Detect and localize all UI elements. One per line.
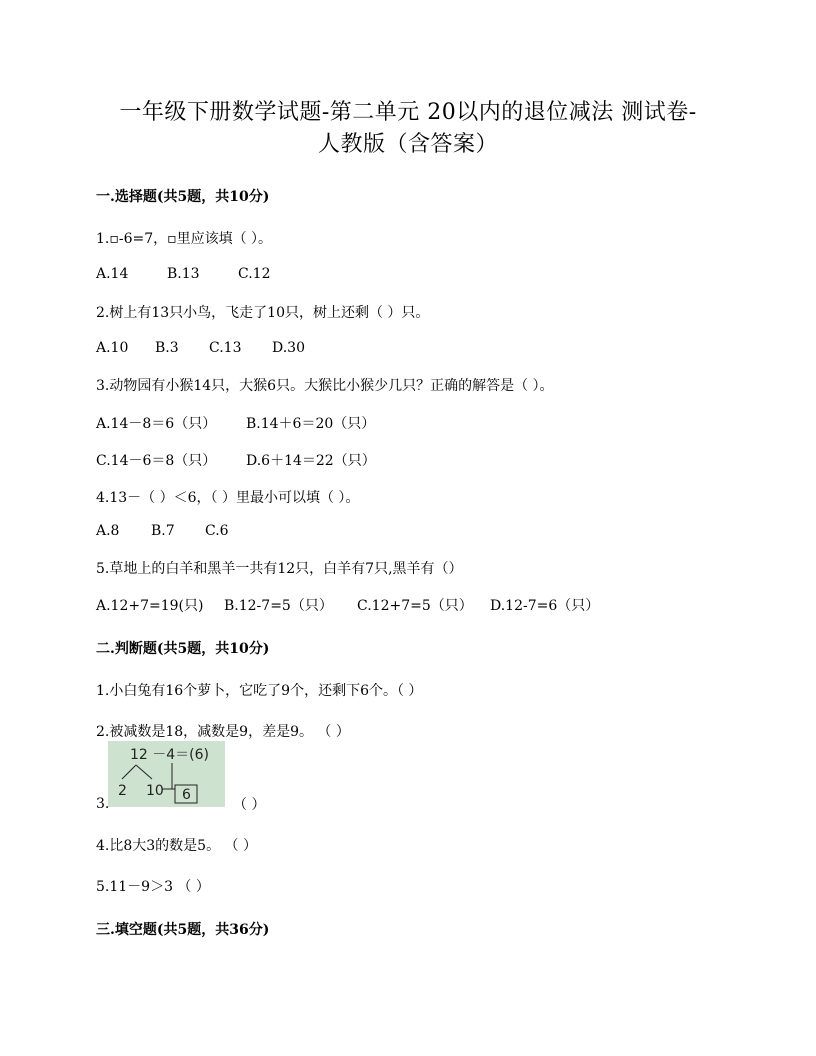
option-d: D.30 [272,340,305,356]
option-c: C.12+7=5（只） [357,598,473,614]
option-c: C.6 [205,523,229,539]
section-heading-judgement: 二.判断题(共5题，共10分) [96,641,270,657]
option-b: B.14＋6＝20（只） [246,416,376,432]
option-a: A.14 [96,266,129,282]
question-1-2: 2.树上有13只小鸟，飞走了10只，树上还剩（ ）只。 [96,305,430,321]
option-b: B.12-7=5（只） [224,598,333,614]
question-2-5: 5.11－9＞3 （ ） [96,879,210,895]
document-title-line-1: 一年级下册数学试题-第二单元 20以内的退位减法 测试卷- [119,100,697,125]
option-a: A.8 [96,523,120,539]
question-1-1-options [96,266,270,282]
figure-split-right: 10 [146,783,164,799]
question-1-1: 1.▫-6=7，▫里应该填（ ）。 [96,231,273,247]
question-1-4-options [96,523,229,539]
question-2-3-paren: （ ） [233,797,266,813]
figure-split-left: 2 [118,783,127,799]
question-2-3-label: 3. [96,796,110,812]
question-2-1: 1.小白兔有16个萝卜，它吃了9个，还剩下6个。（ ） [96,683,423,699]
option-c: C.12 [238,266,271,282]
question-1-3-options-row-1 [96,413,375,433]
option-a: A.14－8＝6（只） [96,416,217,432]
question-1-4: 4.13－（ ）＜6，（ ）里最小可以填（ ）。 [96,490,360,506]
question-1-3: 3.动物园有小猴14只，大猴6只。大猴比小猴少几只？正确的解答是（ ）。 [96,378,554,394]
question-2-4: 4.比8大3的数是5。 （ ） [96,838,257,854]
option-d: D.6＋14＝22（只） [246,453,376,469]
option-b: B.13 [167,266,200,282]
figure-equation: 12 －4＝(6) [130,747,210,763]
option-a: A.12+7=19(只) [96,598,204,614]
question-1-2-options [96,340,305,356]
figure-box-value: 6 [182,787,191,803]
option-c: C.13 [209,340,242,356]
option-c: C.14－6＝8（只） [96,453,217,469]
question-2-2: 2.被减数是18，减数是9，差是9。 （ ） [96,724,350,740]
question-1-5-options [96,595,599,615]
option-d: D.12-7=6（只） [490,598,600,614]
document-title-line-2: 人教版（含答案） [317,132,498,157]
section-heading-choice: 一.选择题(共5题，共10分) [96,189,270,205]
option-a: A.10 [96,340,129,356]
option-b: B.3 [155,340,179,356]
section-heading-fill-blank: 三.填空题(共5题，共36分) [96,922,270,938]
question-1-3-options-row-2 [96,450,376,470]
question-1-5: 5.草地上的白羊和黑羊一共有12只，白羊有7只,黑羊有（） [96,561,463,577]
decomposition-figure [108,741,225,807]
option-b: B.7 [151,523,175,539]
